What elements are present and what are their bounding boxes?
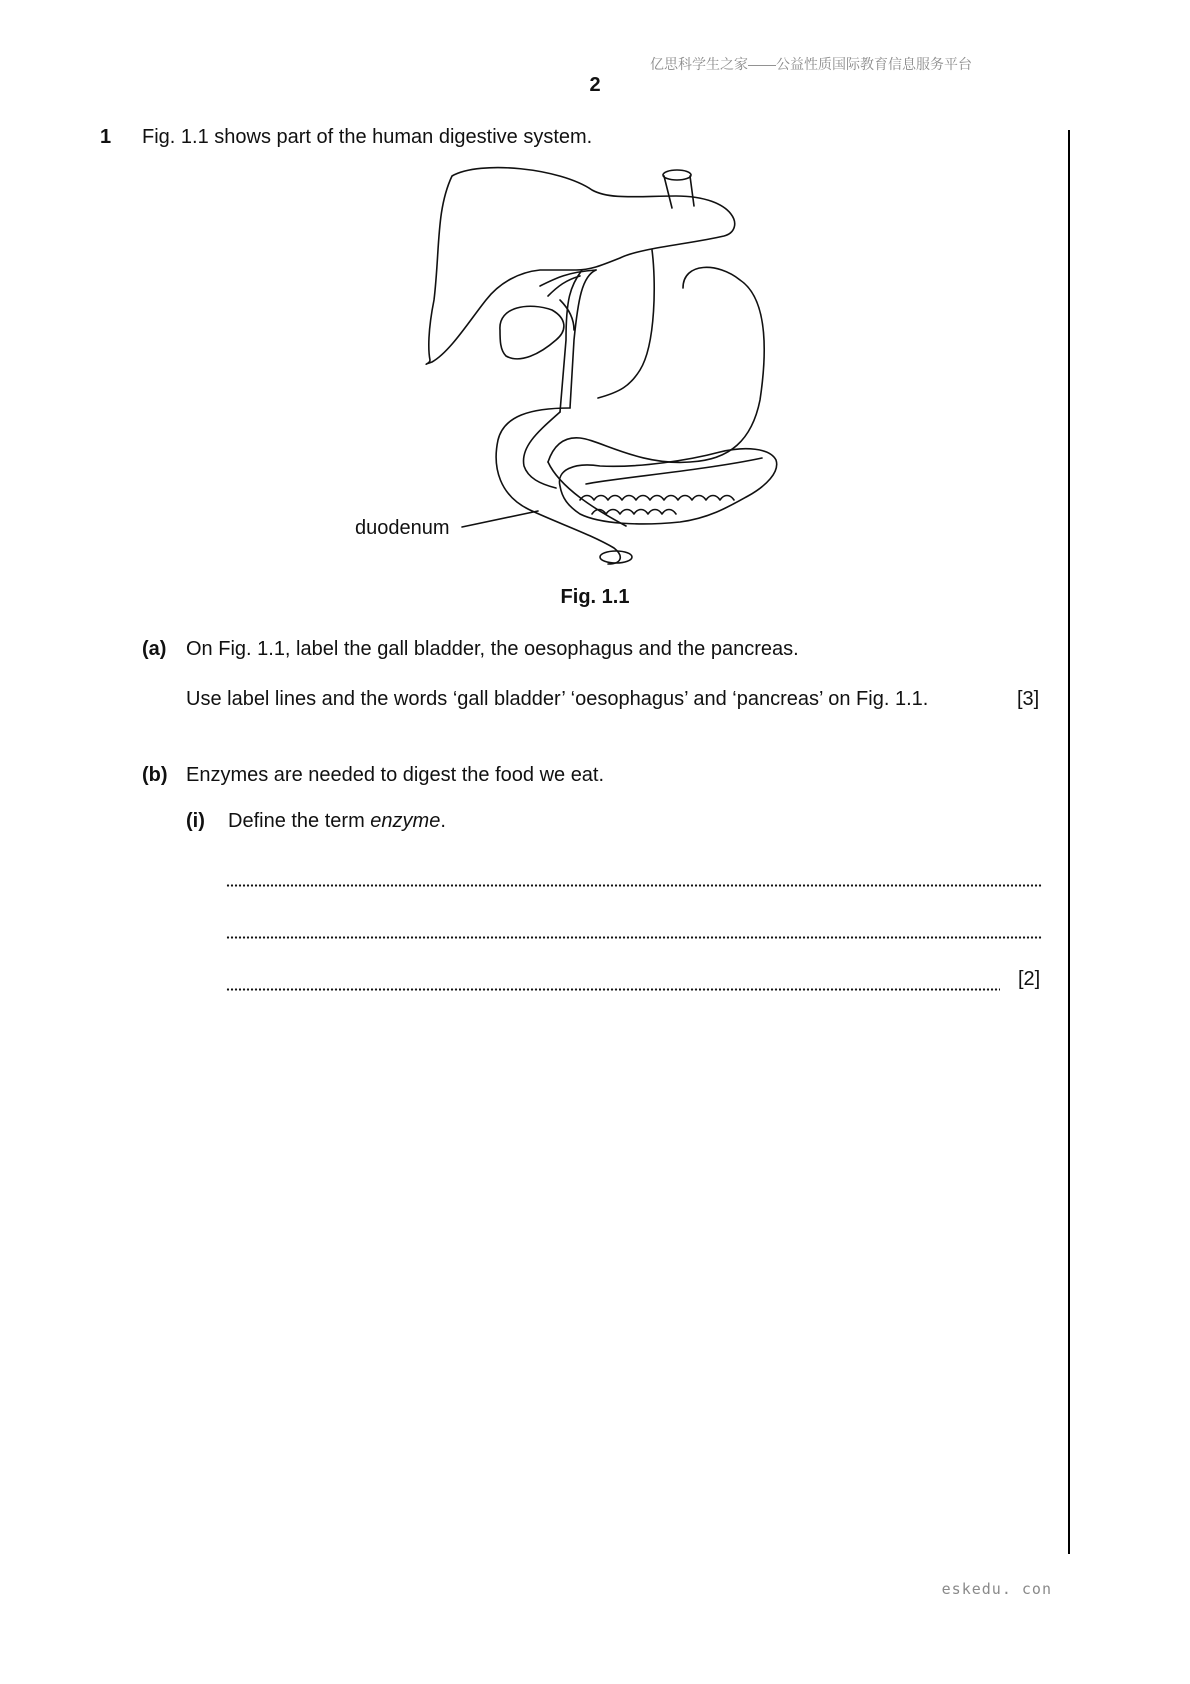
part-a-instruction: Use label lines and the words ‘gall bladder’ ‘oesophagus’ and ‘pancreas’ on Fig. 1.1. [186,688,929,710]
duodenum-label: duodenum [355,517,450,539]
duodenum-label-line [462,511,538,527]
part-b-text: Enzymes are needed to digest the food we eat. [186,764,605,786]
question-number: 1 [100,126,112,148]
footer-site-text: eskedu. con [941,1580,1052,1598]
gall-bladder-outline [500,306,564,359]
digestive-system-figure [340,164,800,584]
duodenum-opening [600,551,632,563]
page-number: 2 [589,74,601,96]
part-b-label: (b) [142,764,168,786]
oesophagus-opening [663,170,691,180]
part-b-i-term: enzyme [370,810,441,832]
liver-outline [426,168,735,365]
header-site-text: 亿思科学生之家——公益性质国际教育信息服务平台 [650,56,972,72]
stomach-outline [548,250,764,462]
duodenum-outline [496,408,626,564]
part-a-marks: [3] [1017,688,1040,710]
answer-line[interactable] [226,884,1042,887]
margin-rule [1068,130,1070,1554]
part-a-text: On Fig. 1.1, label the gall bladder, the oesophagus and the pancreas. [186,638,799,660]
oesophagus-outline [664,176,694,208]
figure-caption: Fig. 1.1 [560,586,630,608]
question-text: Fig. 1.1 shows part of the human digestive system. [142,126,593,148]
answer-line[interactable] [226,988,1000,991]
part-b-i-question [228,810,446,833]
bile-duct [560,270,596,412]
part-b-i-label: (i) [186,810,205,832]
part-b-i-text-suffix: . [440,810,446,832]
part-b-i-marks: [2] [1018,968,1041,990]
part-b-i-text-prefix: Define the term [228,810,371,832]
part-a-label: (a) [142,638,167,660]
answer-line[interactable] [226,936,1042,939]
